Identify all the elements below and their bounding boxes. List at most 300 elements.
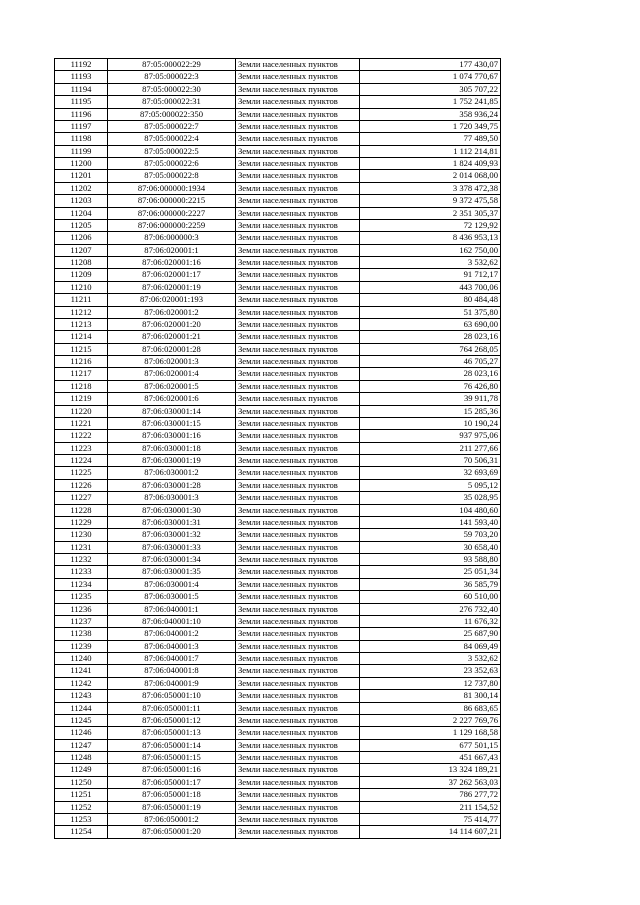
cadastral-value-cell: 37 262 563,03 [360, 776, 501, 788]
row-number-cell: 11230 [55, 529, 108, 541]
cadastral-number-cell: 87:06:050001:18 [108, 789, 236, 801]
table-row [55, 776, 501, 788]
cadastral-value-cell: 451 667,43 [360, 752, 501, 764]
cadastral-value-cell: 28 023,16 [360, 331, 501, 343]
row-number-cell: 11204 [55, 207, 108, 219]
row-number-cell: 11226 [55, 479, 108, 491]
land-category-cell: Земли населенных пунктов [236, 591, 360, 603]
cadastral-number-cell: 87:06:050001:2 [108, 813, 236, 825]
row-number-cell: 11237 [55, 615, 108, 627]
cadastral-value-cell: 786 277,72 [360, 789, 501, 801]
cadastral-value-cell: 75 414,77 [360, 813, 501, 825]
row-number-cell: 11252 [55, 801, 108, 813]
land-category-cell: Земли населенных пунктов [236, 133, 360, 145]
cadastral-value-cell: 77 489,50 [360, 133, 501, 145]
row-number-cell: 11205 [55, 219, 108, 231]
cadastral-number-cell: 87:06:040001:7 [108, 653, 236, 665]
table-row [55, 801, 501, 813]
row-number-cell: 11206 [55, 232, 108, 244]
cadastral-number-cell: 87:05:000022:31 [108, 96, 236, 108]
cadastral-number-cell: 87:06:020001:21 [108, 331, 236, 343]
cadastral-number-cell: 87:06:020001:17 [108, 269, 236, 281]
row-number-cell: 11251 [55, 789, 108, 801]
row-number-cell: 11248 [55, 752, 108, 764]
land-category-cell: Земли населенных пунктов [236, 690, 360, 702]
cadastral-number-cell: 87:06:050001:12 [108, 714, 236, 726]
cadastral-value-cell: 211 277,66 [360, 442, 501, 454]
cadastral-value-cell: 39 911,78 [360, 393, 501, 405]
row-number-cell: 11211 [55, 294, 108, 306]
cadastral-number-cell: 87:06:040001:8 [108, 665, 236, 677]
row-number-cell: 11210 [55, 281, 108, 293]
table-row [55, 244, 501, 256]
row-number-cell: 11218 [55, 380, 108, 392]
cadastral-number-cell: 87:06:040001:3 [108, 640, 236, 652]
table-row [55, 640, 501, 652]
cadastral-number-cell: 87:06:020001:2 [108, 306, 236, 318]
land-category-cell: Земли населенных пунктов [236, 430, 360, 442]
table-row [55, 318, 501, 330]
table-row [55, 467, 501, 479]
row-number-cell: 11223 [55, 442, 108, 454]
cadastral-value-cell: 677 501,15 [360, 739, 501, 751]
table-row [55, 566, 501, 578]
cadastral-value-cell: 11 676,32 [360, 615, 501, 627]
land-category-cell: Земли населенных пунктов [236, 467, 360, 479]
cadastral-value-cell: 93 588,80 [360, 554, 501, 566]
row-number-cell: 11216 [55, 356, 108, 368]
land-category-cell: Земли населенных пунктов [236, 789, 360, 801]
table-row [55, 59, 501, 71]
cadastral-number-cell: 87:06:030001:5 [108, 591, 236, 603]
cadastral-value-cell: 46 705,27 [360, 356, 501, 368]
table-row [55, 158, 501, 170]
cadastral-value-cell: 25 051,34 [360, 566, 501, 578]
cadastral-value-cell: 3 378 472,38 [360, 182, 501, 194]
table-row [55, 752, 501, 764]
row-number-cell: 11219 [55, 393, 108, 405]
table-row [55, 83, 501, 95]
row-number-cell: 11232 [55, 554, 108, 566]
table-row [55, 764, 501, 776]
cadastral-number-cell: 87:06:020001:193 [108, 294, 236, 306]
cadastral-number-cell: 87:06:050001:15 [108, 752, 236, 764]
land-category-cell: Земли населенных пунктов [236, 640, 360, 652]
cadastral-number-cell: 87:05:000022:8 [108, 170, 236, 182]
cadastral-value-cell: 8 436 953,13 [360, 232, 501, 244]
table-row [55, 368, 501, 380]
row-number-cell: 11224 [55, 455, 108, 467]
row-number-cell: 11246 [55, 727, 108, 739]
table-row [55, 393, 501, 405]
table-row [55, 331, 501, 343]
row-number-cell: 11198 [55, 133, 108, 145]
cadastral-value-table [54, 58, 501, 839]
cadastral-value-cell: 72 129,92 [360, 219, 501, 231]
table-row [55, 405, 501, 417]
land-category-cell: Земли населенных пунктов [236, 566, 360, 578]
cadastral-number-cell: 87:06:050001:19 [108, 801, 236, 813]
cadastral-number-cell: 87:06:030001:30 [108, 504, 236, 516]
land-category-cell: Земли населенных пунктов [236, 281, 360, 293]
table-row [55, 207, 501, 219]
cadastral-value-cell: 70 506,31 [360, 455, 501, 467]
table-row [55, 628, 501, 640]
cadastral-value-cell: 1 112 214,81 [360, 145, 501, 157]
row-number-cell: 11212 [55, 306, 108, 318]
cadastral-number-cell: 87:06:030001:32 [108, 529, 236, 541]
land-category-cell: Земли населенных пунктов [236, 492, 360, 504]
land-category-cell: Земли населенных пунктов [236, 343, 360, 355]
cadastral-value-cell: 1 074 770,67 [360, 71, 501, 83]
table-row [55, 182, 501, 194]
cadastral-number-cell: 87:06:020001:19 [108, 281, 236, 293]
land-category-cell: Земли населенных пунктов [236, 83, 360, 95]
table-row [55, 516, 501, 528]
land-category-cell: Земли населенных пунктов [236, 158, 360, 170]
cadastral-value-cell: 14 114 607,21 [360, 826, 501, 838]
cadastral-number-cell: 87:06:040001:9 [108, 677, 236, 689]
cadastral-number-cell: 87:06:000000:2215 [108, 195, 236, 207]
row-number-cell: 11254 [55, 826, 108, 838]
cadastral-value-cell: 76 426,80 [360, 380, 501, 392]
land-category-cell: Земли населенных пунктов [236, 702, 360, 714]
cadastral-number-cell: 87:06:030001:28 [108, 479, 236, 491]
table-row [55, 356, 501, 368]
cadastral-value-cell: 35 028,95 [360, 492, 501, 504]
table-row [55, 826, 501, 838]
row-number-cell: 11215 [55, 343, 108, 355]
land-category-cell: Земли населенных пунктов [236, 244, 360, 256]
row-number-cell: 11236 [55, 603, 108, 615]
cadastral-number-cell: 87:06:030001:3 [108, 492, 236, 504]
cadastral-value-cell: 60 510,00 [360, 591, 501, 603]
land-category-cell: Земли населенных пунктов [236, 727, 360, 739]
table-row [55, 690, 501, 702]
cadastral-number-cell: 87:06:000000:3 [108, 232, 236, 244]
table-row [55, 71, 501, 83]
table-row [55, 665, 501, 677]
cadastral-number-cell: 87:06:020001:28 [108, 343, 236, 355]
table-row [55, 281, 501, 293]
cadastral-value-cell: 91 712,17 [360, 269, 501, 281]
table-row [55, 529, 501, 541]
cadastral-value-cell: 13 324 189,21 [360, 764, 501, 776]
table-row [55, 455, 501, 467]
table-row [55, 108, 501, 120]
land-category-cell: Земли населенных пунктов [236, 455, 360, 467]
cadastral-number-cell: 87:06:020001:16 [108, 257, 236, 269]
cadastral-number-cell: 87:06:040001:2 [108, 628, 236, 640]
row-number-cell: 11227 [55, 492, 108, 504]
table-row [55, 504, 501, 516]
table-row [55, 541, 501, 553]
cadastral-number-cell: 87:06:000000:1934 [108, 182, 236, 194]
land-category-cell: Земли населенных пунктов [236, 813, 360, 825]
table-row [55, 677, 501, 689]
row-number-cell: 11231 [55, 541, 108, 553]
table-row [55, 145, 501, 157]
land-category-cell: Земли населенных пунктов [236, 776, 360, 788]
row-number-cell: 11221 [55, 417, 108, 429]
land-category-cell: Земли населенных пунктов [236, 393, 360, 405]
row-number-cell: 11249 [55, 764, 108, 776]
land-category-cell: Земли населенных пунктов [236, 653, 360, 665]
cadastral-number-cell: 87:06:030001:4 [108, 578, 236, 590]
land-category-cell: Земли населенных пунктов [236, 368, 360, 380]
land-category-cell: Земли населенных пунктов [236, 541, 360, 553]
row-number-cell: 11250 [55, 776, 108, 788]
land-category-cell: Земли населенных пунктов [236, 665, 360, 677]
cadastral-value-cell: 80 484,48 [360, 294, 501, 306]
cadastral-number-cell: 87:05:000022:30 [108, 83, 236, 95]
row-number-cell: 11245 [55, 714, 108, 726]
cadastral-number-cell: 87:06:020001:1 [108, 244, 236, 256]
cadastral-number-cell: 87:06:050001:11 [108, 702, 236, 714]
table-row [55, 96, 501, 108]
cadastral-number-cell: 87:06:020001:3 [108, 356, 236, 368]
cadastral-value-cell: 1 720 349,75 [360, 120, 501, 132]
row-number-cell: 11233 [55, 566, 108, 578]
cadastral-value-cell: 3 532,62 [360, 653, 501, 665]
cadastral-number-cell: 87:06:050001:17 [108, 776, 236, 788]
land-category-cell: Земли населенных пунктов [236, 764, 360, 776]
table-row [55, 739, 501, 751]
table-row [55, 702, 501, 714]
land-category-cell: Земли населенных пунктов [236, 306, 360, 318]
cadastral-value-cell: 86 683,65 [360, 702, 501, 714]
cadastral-number-cell: 87:06:020001:6 [108, 393, 236, 405]
cadastral-number-cell: 87:06:020001:5 [108, 380, 236, 392]
land-category-cell: Земли населенных пунктов [236, 331, 360, 343]
cadastral-value-cell: 5 095,12 [360, 479, 501, 491]
land-category-cell: Земли населенных пунктов [236, 628, 360, 640]
land-category-cell: Земли населенных пунктов [236, 752, 360, 764]
land-category-cell: Земли населенных пунктов [236, 318, 360, 330]
table-row [55, 442, 501, 454]
row-number-cell: 11196 [55, 108, 108, 120]
table-row [55, 615, 501, 627]
cadastral-number-cell: 87:06:040001:1 [108, 603, 236, 615]
cadastral-value-cell: 51 375,80 [360, 306, 501, 318]
cadastral-value-cell: 162 750,00 [360, 244, 501, 256]
table-row [55, 591, 501, 603]
cadastral-value-cell: 443 700,06 [360, 281, 501, 293]
cadastral-number-cell: 87:06:030001:15 [108, 417, 236, 429]
cadastral-value-cell: 305 707,22 [360, 83, 501, 95]
land-category-cell: Земли населенных пунктов [236, 516, 360, 528]
row-number-cell: 11217 [55, 368, 108, 380]
cadastral-value-cell: 25 687,90 [360, 628, 501, 640]
land-category-cell: Земли населенных пунктов [236, 170, 360, 182]
land-category-cell: Земли населенных пунктов [236, 554, 360, 566]
row-number-cell: 11192 [55, 59, 108, 71]
row-number-cell: 11241 [55, 665, 108, 677]
row-number-cell: 11234 [55, 578, 108, 590]
cadastral-number-cell: 87:06:050001:14 [108, 739, 236, 751]
land-category-cell: Земли населенных пунктов [236, 108, 360, 120]
cadastral-number-cell: 87:05:000022:5 [108, 145, 236, 157]
land-category-cell: Земли населенных пунктов [236, 739, 360, 751]
cadastral-value-cell: 32 693,69 [360, 467, 501, 479]
cadastral-number-cell: 87:06:030001:2 [108, 467, 236, 479]
table-row [55, 417, 501, 429]
cadastral-value-cell: 12 737,80 [360, 677, 501, 689]
land-category-cell: Земли населенных пунктов [236, 59, 360, 71]
row-number-cell: 11253 [55, 813, 108, 825]
row-number-cell: 11194 [55, 83, 108, 95]
cadastral-number-cell: 87:05:000022:29 [108, 59, 236, 71]
table-row [55, 306, 501, 318]
cadastral-number-cell: 87:06:030001:34 [108, 554, 236, 566]
table-row [55, 479, 501, 491]
row-number-cell: 11209 [55, 269, 108, 281]
land-category-cell: Земли населенных пунктов [236, 677, 360, 689]
cadastral-value-cell: 1 129 168,58 [360, 727, 501, 739]
cadastral-number-cell: 87:05:000022:350 [108, 108, 236, 120]
row-number-cell: 11213 [55, 318, 108, 330]
cadastral-value-cell: 358 936,24 [360, 108, 501, 120]
land-category-cell: Земли населенных пунктов [236, 603, 360, 615]
row-number-cell: 11239 [55, 640, 108, 652]
cadastral-value-cell: 3 532,62 [360, 257, 501, 269]
cadastral-number-cell: 87:06:000000:2259 [108, 219, 236, 231]
row-number-cell: 11238 [55, 628, 108, 640]
land-category-cell: Земли населенных пунктов [236, 120, 360, 132]
land-category-cell: Земли населенных пунктов [236, 96, 360, 108]
row-number-cell: 11247 [55, 739, 108, 751]
cadastral-value-cell: 177 430,07 [360, 59, 501, 71]
land-category-cell: Земли населенных пунктов [236, 145, 360, 157]
cadastral-value-cell: 81 300,14 [360, 690, 501, 702]
row-number-cell: 11208 [55, 257, 108, 269]
cadastral-value-cell: 9 372 475,58 [360, 195, 501, 207]
cadastral-value-cell: 2 351 305,37 [360, 207, 501, 219]
cadastral-number-cell: 87:05:000022:6 [108, 158, 236, 170]
land-category-cell: Земли населенных пунктов [236, 578, 360, 590]
land-category-cell: Земли населенных пунктов [236, 529, 360, 541]
cadastral-number-cell: 87:06:030001:19 [108, 455, 236, 467]
table-row [55, 492, 501, 504]
table-row [55, 343, 501, 355]
land-category-cell: Земли населенных пунктов [236, 71, 360, 83]
table-row [55, 430, 501, 442]
cadastral-number-cell: 87:06:030001:31 [108, 516, 236, 528]
table-body [55, 59, 501, 839]
cadastral-value-cell: 211 154,52 [360, 801, 501, 813]
row-number-cell: 11222 [55, 430, 108, 442]
cadastral-number-cell: 87:06:020001:20 [108, 318, 236, 330]
table-row [55, 120, 501, 132]
row-number-cell: 11197 [55, 120, 108, 132]
cadastral-number-cell: 87:06:050001:13 [108, 727, 236, 739]
land-category-cell: Земли населенных пунктов [236, 380, 360, 392]
cadastral-value-cell: 59 703,20 [360, 529, 501, 541]
cadastral-number-cell: 87:05:000022:4 [108, 133, 236, 145]
row-number-cell: 11228 [55, 504, 108, 516]
cadastral-value-cell: 84 069,49 [360, 640, 501, 652]
table-row [55, 380, 501, 392]
cadastral-value-cell: 937 975,06 [360, 430, 501, 442]
land-category-cell: Земли населенных пунктов [236, 826, 360, 838]
row-number-cell: 11242 [55, 677, 108, 689]
table-row [55, 219, 501, 231]
row-number-cell: 11199 [55, 145, 108, 157]
cadastral-number-cell: 87:06:030001:18 [108, 442, 236, 454]
cadastral-number-cell: 87:06:000000:2227 [108, 207, 236, 219]
cadastral-value-cell: 15 285,36 [360, 405, 501, 417]
row-number-cell: 11243 [55, 690, 108, 702]
cadastral-number-cell: 87:06:030001:33 [108, 541, 236, 553]
row-number-cell: 11225 [55, 467, 108, 479]
cadastral-value-cell: 1 824 409,93 [360, 158, 501, 170]
table-row [55, 554, 501, 566]
land-category-cell: Земли населенных пунктов [236, 405, 360, 417]
row-number-cell: 11201 [55, 170, 108, 182]
land-category-cell: Земли населенных пунктов [236, 504, 360, 516]
cadastral-value-cell: 2 014 068,00 [360, 170, 501, 182]
land-category-cell: Земли населенных пунктов [236, 294, 360, 306]
cadastral-value-cell: 23 352,63 [360, 665, 501, 677]
row-number-cell: 11207 [55, 244, 108, 256]
row-number-cell: 11202 [55, 182, 108, 194]
table-row [55, 170, 501, 182]
row-number-cell: 11244 [55, 702, 108, 714]
cadastral-value-cell: 276 732,40 [360, 603, 501, 615]
table-row [55, 813, 501, 825]
row-number-cell: 11200 [55, 158, 108, 170]
cadastral-value-cell: 104 480,60 [360, 504, 501, 516]
land-category-cell: Земли населенных пунктов [236, 207, 360, 219]
land-category-cell: Земли населенных пунктов [236, 615, 360, 627]
cadastral-number-cell: 87:06:030001:16 [108, 430, 236, 442]
cadastral-value-cell: 63 690,00 [360, 318, 501, 330]
cadastral-number-cell: 87:06:050001:10 [108, 690, 236, 702]
cadastral-number-cell: 87:05:000022:3 [108, 71, 236, 83]
row-number-cell: 11195 [55, 96, 108, 108]
table-row [55, 257, 501, 269]
row-number-cell: 11214 [55, 331, 108, 343]
table-row [55, 232, 501, 244]
cadastral-value-cell: 141 593,40 [360, 516, 501, 528]
cadastral-value-cell: 28 023,16 [360, 368, 501, 380]
table-row [55, 133, 501, 145]
cadastral-number-cell: 87:06:050001:16 [108, 764, 236, 776]
cadastral-value-cell: 2 227 769,76 [360, 714, 501, 726]
row-number-cell: 11220 [55, 405, 108, 417]
land-category-cell: Земли населенных пунктов [236, 417, 360, 429]
cadastral-value-cell: 36 585,79 [360, 578, 501, 590]
cadastral-number-cell: 87:06:030001:35 [108, 566, 236, 578]
land-category-cell: Земли населенных пунктов [236, 714, 360, 726]
table-row [55, 294, 501, 306]
table-row [55, 727, 501, 739]
land-category-cell: Земли населенных пунктов [236, 479, 360, 491]
cadastral-number-cell: 87:05:000022:7 [108, 120, 236, 132]
cadastral-number-cell: 87:06:050001:20 [108, 826, 236, 838]
land-category-cell: Земли населенных пунктов [236, 356, 360, 368]
table-row [55, 714, 501, 726]
table-row [55, 195, 501, 207]
cadastral-value-cell: 1 752 241,85 [360, 96, 501, 108]
land-category-cell: Земли населенных пунктов [236, 442, 360, 454]
row-number-cell: 11240 [55, 653, 108, 665]
cadastral-value-cell: 30 658,40 [360, 541, 501, 553]
land-category-cell: Земли населенных пунктов [236, 219, 360, 231]
table-row [55, 578, 501, 590]
cadastral-value-cell: 10 190,24 [360, 417, 501, 429]
row-number-cell: 11203 [55, 195, 108, 207]
